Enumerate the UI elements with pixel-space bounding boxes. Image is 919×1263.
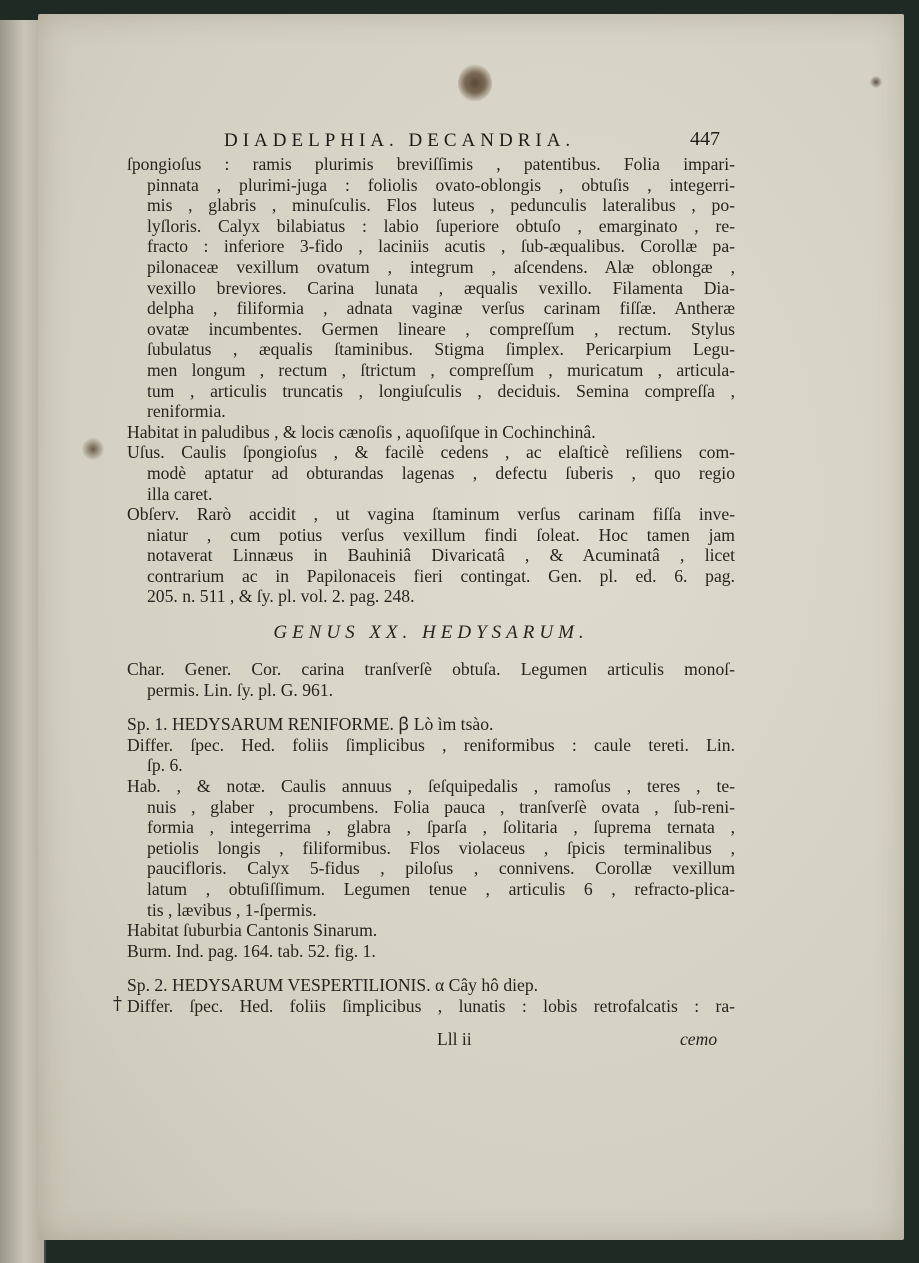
text-line: Differ. ſpec. Hed. foliis ſimplicibus , reniformibus : caule tereti. Lin. (127, 734, 735, 755)
text-line: Sp. 1. HEDYSARUM RENIFORME. ꞵ Lò ìm tsào. (127, 714, 494, 735)
text-line: niatur , cum potius verſus vexillum findi ſoleat. Hoc tamen jam (147, 524, 735, 545)
text-line: reniformia. (147, 401, 226, 422)
text-line: paucifloris. Calyx 5-fidus , piloſus , connivens. Corollæ vexillum (147, 858, 735, 879)
text-line: latum , obtuſiſſimum. Legumen tenue , articulis 6 , refracto-plica- (147, 879, 735, 899)
text-line: ovatæ incumbentes. Germen lineare , compreſſum , rectum. Stylus (147, 318, 735, 339)
catchword: cemo (680, 1029, 718, 1049)
text-line: modè aptatur ad obturandas lagenas , defectu ſuberis , quo regio (147, 462, 735, 483)
text-line: pinnata , plurimi-juga : foliolis ovato-oblongis , obtuſis , integerri- (147, 174, 735, 195)
signature-mark: Lll ii (437, 1029, 472, 1049)
body-text (127, 154, 735, 1017)
text-line: pilonaceæ vexillum ovatum , integrum , aſcendens. Alæ oblongæ , (147, 256, 735, 277)
line-gap (127, 700, 735, 714)
text-line: mis , glabris , minuſculis. Flos luteus , pedunculis lateralibus , po- (147, 195, 735, 216)
text-line: ſpongioſus : ramis plurimis breviſſimis , patentibus. Folia impari- (127, 154, 735, 174)
dagger-mark: † (113, 993, 122, 1014)
paper-stain (870, 76, 882, 88)
text-line: contrarium ac in Papilonaceis fieri contingat. Gen. pl. ed. 6. pag. (147, 565, 735, 586)
text-line: nuis , glaber , procumbens. Folia pauca , tranſverſè ovata , ſub-reni- (147, 796, 735, 817)
text-line: Habitat in paludibus , & locis cænoſis , aquoſiſque in Cochinchinâ. (127, 421, 596, 442)
text-line: Obſerv. Rarò accidit , ut vagina ſtaminum verſus carinam fiſſa inve- (127, 504, 735, 525)
text-line: Uſus. Caulis ſpongioſus , & facilè cedens , ac elaſticè reſiliens com- (127, 442, 735, 463)
text-line: Hab. , & notæ. Caulis annuus , ſeſquipedalis , ramoſus , teres , te- (127, 776, 735, 797)
text-line: Char. Gener. Cor. carina tranſverſè obtuſa. Legumen articulis monoſ- (127, 659, 735, 680)
text-line: petiolis longis , filiformibus. Flos violaceus , ſpicis terminalibus , (147, 837, 735, 858)
text-line: men longum , rectum , ſtrictum , compreſſum , muricatum , articula- (147, 359, 735, 380)
paper-stain (82, 438, 104, 460)
text-line: illa caret. (147, 483, 213, 504)
line-gap (127, 649, 735, 659)
paper-stain (458, 64, 492, 102)
page-number: 447 (690, 128, 720, 150)
text-line: permis. Lin. ſy. pl. G. 961. (147, 679, 334, 700)
text-line: Sp. 2. HEDYSARUM VESPERTILIONIS. α Cây hô diep. (127, 975, 539, 996)
text-line: fracto : inferiore 3-fido , laciniis acutis , ſub-æqualibus. Corollæ pa- (147, 236, 735, 257)
line-gap (127, 607, 735, 617)
text-line: formia , integerrima , glabra , ſparſa , ſolitaria , ſuprema ternata , (147, 817, 735, 838)
text-line: tis , lævibus , 1-ſpermis. (147, 899, 317, 920)
text-line: Differ. ſpec. Hed. foliis ſimplicibus , lunatis : lobis retrofalcatis : ra- (127, 995, 735, 1016)
running-head: DIADELPHIA. DECANDRIA. (224, 130, 576, 151)
text-line: Habitat ſuburbia Cantonis Sinarum. (127, 920, 378, 941)
text-line: 205. n. 511 , & ſy. pl. vol. 2. pag. 248. (147, 586, 415, 607)
line-gap (127, 961, 735, 975)
text-line: vexillo breviores. Carina lunata , æqualis vexillo. Filamenta Dia- (147, 277, 735, 298)
text-line: tum , articulis truncatis , longiuſculis , deciduis. Semina compreſſa , (147, 380, 735, 401)
text-line: Burm. Ind. pag. 164. tab. 52. fig. 1. (127, 940, 376, 961)
text-line: delpha , filiformia , adnata vaginæ verſus carinam fiſſæ. Antheræ (147, 298, 735, 319)
text-line: notaverat Linnæus in Bauhiniâ Divaricatâ , & Acuminatâ , licet (147, 545, 735, 566)
genus-heading: GENUS XX. HEDYSARUM. (273, 622, 589, 644)
text-line: ſp. 6. (147, 755, 183, 776)
text-line: ſubulatus , æqualis ſtaminibus. Stigma ſimplex. Pericarpium Legu- (147, 339, 735, 360)
text-line: lyſloris. Calyx bilabiatus : labio ſuperiore obtuſo , emarginato , re- (147, 215, 735, 236)
